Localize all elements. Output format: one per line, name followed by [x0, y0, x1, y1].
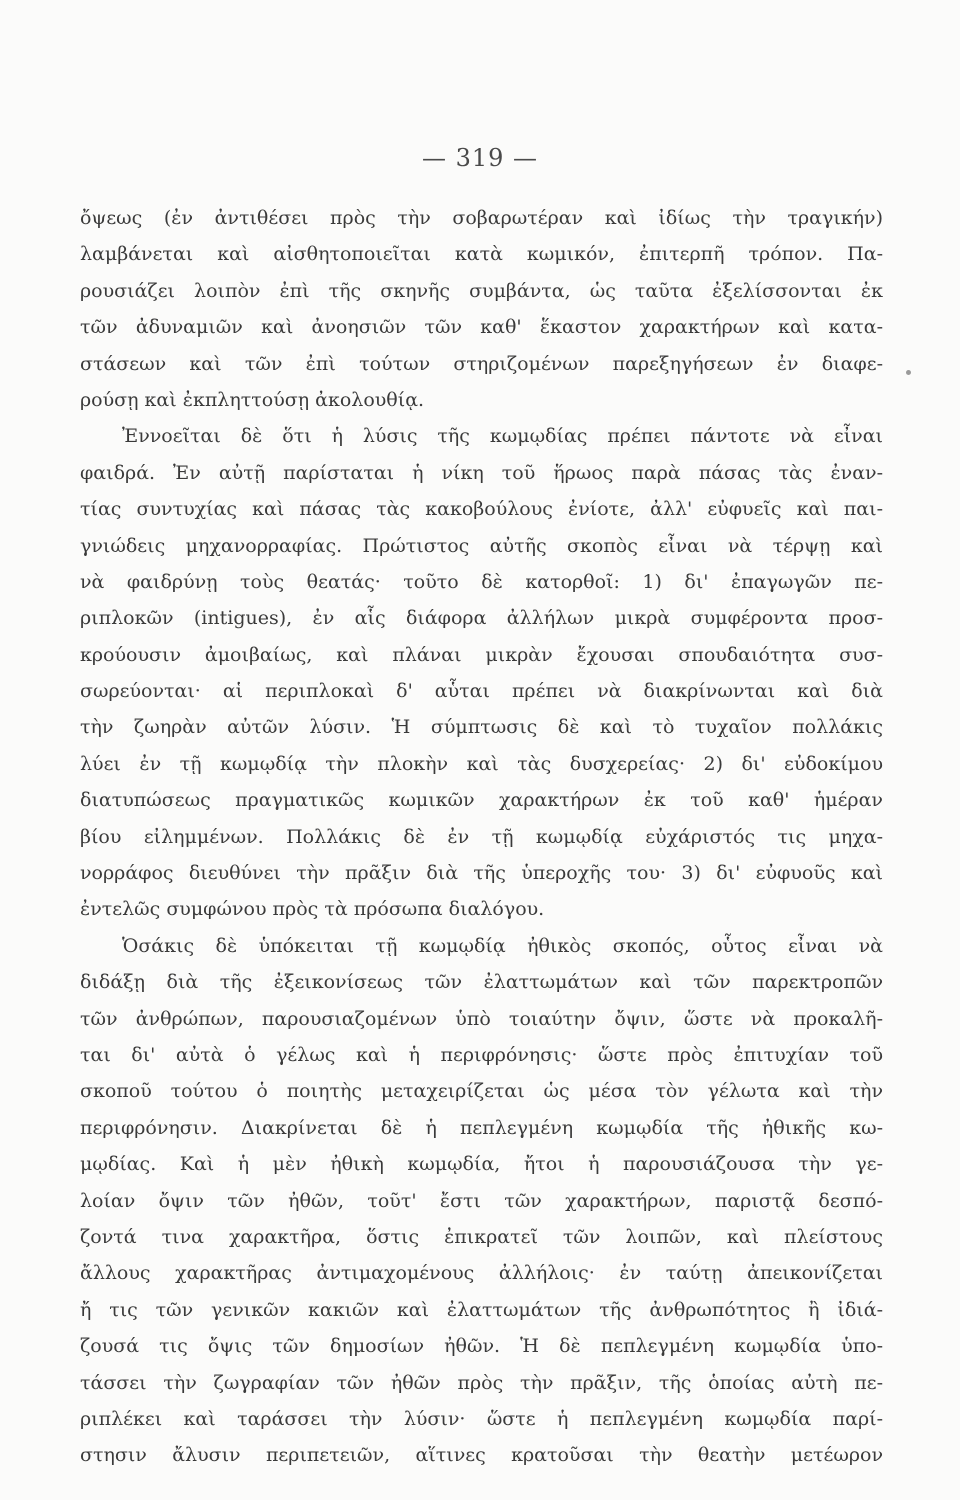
- text-line: ριπλοκῶν (intigues), ἐν αἷς διάφορα ἀλλήλων μικρὰ συμφέροντα προσ-: [80, 607, 883, 630]
- text-line: ρουσιάζει λοιπὸν ἐπὶ τῆς σκηνῆς συμβάντα, ὡς ταῦτα ἐξελίσσονται ἐκ: [80, 279, 883, 302]
- text-line: τὴν ζωηρὰν αὐτῶν λύσιν. Ἡ σύμπτωσις δὲ καὶ τὸ τυχαῖον πολλάκις: [80, 716, 883, 739]
- text-line: μῳδίας. Καὶ ἡ μὲν ἠθικὴ κωμῳδία, ἤτοι ἡ παρουσιάζουσα τὴν γε-: [80, 1153, 883, 1176]
- text-line: διατυπώσεως πραγματικῶς κωμικῶν χαρακτήρων ἐκ τοῦ καθ' ἡμέραν: [80, 789, 883, 812]
- text-block: [80, 200, 883, 1474]
- text-line: τῶν ἀδυναμιῶν καὶ ἀνοησιῶν τῶν καθ' ἕκαστον χαρακτήρων καὶ κατα-: [80, 316, 883, 339]
- text-line: ρούσῃ καὶ ἐκπληττούσῃ ἀκολουθίᾳ.: [80, 388, 425, 411]
- text-line: τίας συντυχίας καὶ πάσας τὰς κακοβούλους ἐνίοτε, ἀλλ' εὐφυεῖς καὶ παι-: [80, 498, 883, 521]
- text-line: ἐντελῶς συμφώνου πρὸς τὰ πρόσωπα διαλόγου.: [80, 898, 545, 921]
- text-line: ἤ τις τῶν γενικῶν κακιῶν καὶ ἐλαττωμάτων τῆς ἀνθρωπότητος ἢ ἰδιά-: [80, 1298, 883, 1321]
- text-line: Ἐννοεῖται δὲ ὅτι ἡ λύσις τῆς κωμῳδίας πρέπει πάντοτε νὰ εἶναι: [122, 425, 883, 448]
- text-line: ἄλλους χαρακτῆρας ἀντιμαχομένους ἀλλήλοις· ἐν ταύτῃ ἀπεικονίζεται: [80, 1262, 883, 1285]
- text-line: λοίαν ὄψιν τῶν ἠθῶν, τοῦτ' ἔστι τῶν χαρακτήρων, παριστᾷ δεσπό-: [80, 1189, 883, 1212]
- text-line: λύει ἐν τῇ κωμῳδίᾳ τὴν πλοκὴν καὶ τὰς δυσχερείας· 2) δι' εὐδοκίμου: [80, 752, 883, 775]
- text-line: κρούουσιν ἀμοιβαίως, καὶ πλάναι μικρὰν ἔχουσαι σπουδαιότητα συσ-: [80, 643, 883, 666]
- text-line: σκοποῦ τούτου ὁ ποιητὴς μεταχειρίζεται ὡς μέσα τὸν γέλωτα καὶ τὴν: [80, 1080, 883, 1103]
- text-line: ριπλέκει καὶ ταράσσει τὴν λύσιν· ὥστε ἡ πεπλεγμένη κωμῳδία παρί-: [80, 1407, 883, 1430]
- text-line: νὰ φαιδρύνῃ τοὺς θεατάς· τοῦτο δὲ κατορθοῖ: 1) δι' ἐπαγωγῶν πε-: [80, 570, 883, 593]
- text-line: Ὁσάκις δὲ ὑπόκειται τῇ κωμῳδίᾳ ἠθικὸς σκοπός, οὗτος εἶναι νὰ: [122, 934, 883, 957]
- margin-mark: [906, 370, 911, 375]
- text-line: τῶν ἀνθρώπων, παρουσιαζομένων ὑπὸ τοιαύτην ὄψιν, ὥστε νὰ προκαλῆ-: [80, 1007, 883, 1030]
- page-number: — 319 —: [421, 144, 539, 172]
- text-line: λαμβάνεται καὶ αἰσθητοποιεῖται κατὰ κωμικόν, ἐπιτερπῆ τρόπον. Πα-: [80, 243, 883, 266]
- text-line: γνιώδεις μηχανορραφίας. Πρώτιστος αὐτῆς σκοπὸς εἶναι νὰ τέρψῃ καὶ: [80, 534, 883, 557]
- text-line: ὄψεως (ἐν ἀντιθέσει πρὸς τὴν σοβαρωτέραν καὶ ἰδίως τὴν τραγικήν): [80, 207, 883, 229]
- text-line: στάσεων καὶ τῶν ἐπὶ τούτων στηριζομένων παρεξηγήσεων ἐν διαφε-: [80, 352, 883, 375]
- text-line: στησιν ἄλυσιν περιπετειῶν, αἵτινες κρατοῦσαι τὴν θεατὴν μετέωρον: [80, 1444, 883, 1467]
- text-line: ζοντά τινα χαρακτῆρα, ὅστις ἐπικρατεῖ τῶν λοιπῶν, καὶ πλείστους: [80, 1225, 883, 1248]
- text-line: τάσσει τὴν ζωγραφίαν τῶν ἠθῶν πρὸς τὴν πρᾶξιν, τῆς ὁποίας αὐτὴ πε-: [80, 1371, 883, 1394]
- text-line: βίου εἰλημμένων. Πολλάκις δὲ ἐν τῇ κωμῳδίᾳ εὐχάριστός τις μηχα-: [80, 825, 883, 848]
- text-line: φαιδρά. Ἐν αὐτῇ παρίσταται ἡ νίκη τοῦ ἥρωος παρὰ πάσας τὰς ἐναν-: [80, 461, 883, 484]
- text-line: σωρεύονται· αἱ περιπλοκαὶ δ' αὗται πρέπει νὰ διακρίνωνται καὶ διὰ: [80, 680, 883, 703]
- text-line: ζουσά τις ὄψις τῶν δημοσίων ἠθῶν. Ἡ δὲ πεπλεγμένη κωμῳδία ὑπο-: [80, 1335, 883, 1358]
- text-line: νορράφος διευθύνει τὴν πρᾶξιν διὰ τῆς ὑπεροχῆς του· 3) δι' εὐφυοῦς καὶ: [80, 862, 883, 885]
- text-line: περιφρόνησιν. Διακρίνεται δὲ ἡ πεπλεγμένη κωμῳδία τῆς ἠθικῆς κω-: [80, 1116, 883, 1139]
- text-line: ται δι' αὐτὰ ὁ γέλως καὶ ἡ περιφρόνησις· ὥστε πρὸς ἐπιτυχίαν τοῦ: [80, 1043, 883, 1066]
- text-line: διδάξῃ διὰ τῆς ἐξεικονίσεως τῶν ἐλαττωμάτων καὶ τῶν παρεκτροπῶν: [80, 971, 883, 994]
